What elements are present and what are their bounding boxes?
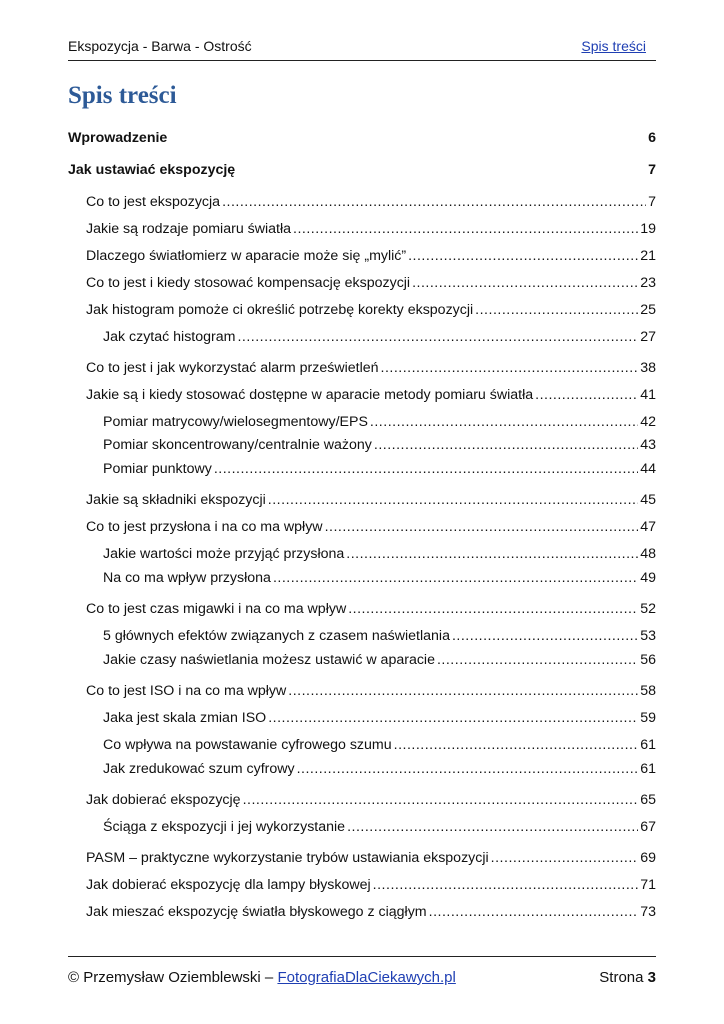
toc-entry-title: Jaka jest skala zmian ISO [103,710,267,726]
toc-entry[interactable] [68,128,656,148]
toc-entry-title: Co to jest przysłona i na co ma wpływ [86,519,323,535]
toc-entry[interactable] [86,490,656,510]
toc-entry[interactable] [86,902,656,922]
toc-dot-leader [222,192,646,212]
toc-dot-leader [297,759,639,779]
toc-entry[interactable] [68,160,656,180]
toc-entry[interactable] [103,568,656,588]
toc-entry[interactable] [86,848,656,868]
toc-entry-title: Na co ma wpływ przysłona [103,570,271,586]
header-toc-link[interactable]: Spis treści [581,38,646,54]
toc-entry-title: Jak czytać histogram [103,329,236,345]
toc-dot-leader [429,902,639,922]
footer-author [68,969,456,986]
toc-dot-leader [243,790,639,810]
toc-entry[interactable] [86,246,656,266]
toc-entry-title: Jak dobierać ekspozycję dla lampy błyskowej [86,877,371,893]
toc-entry-page: 38 [640,360,656,376]
toc-entry[interactable] [103,735,656,755]
toc-entry[interactable] [103,459,656,479]
toc-entry-title: Dlaczego światłomierz w aparacie może się „mylić” [86,248,407,264]
toc-entry-page: 6 [648,130,656,146]
toc-entry[interactable] [103,759,656,779]
toc-entry-title: Co to jest ekspozycja [86,194,221,210]
toc-dot-leader [437,650,638,670]
toc-dot-leader [214,459,638,479]
toc-entry-page: 69 [640,850,656,866]
toc-entry[interactable] [86,219,656,239]
toc-entry-page: 73 [640,904,656,920]
toc-entry-page: 7 [648,194,656,210]
toc-entry-title: Pomiar skoncentrowany/centralnie ważony [103,437,372,453]
toc-entry[interactable] [86,192,656,212]
toc-entry-page: 52 [640,601,656,617]
toc-entry-title: Jakie wartości może przyjąć przysłona [103,546,345,562]
footer-website-link[interactable]: FotografiaDlaCiekawych.pl [277,969,456,986]
toc-entry[interactable] [103,544,656,564]
toc-entry-page: 44 [640,461,656,477]
toc-dot-leader [346,544,638,564]
toc-entry-page: 59 [640,710,656,726]
page-title: Spis treści [68,82,177,109]
toc-dot-leader [268,708,638,728]
toc-dot-leader [491,848,639,868]
toc-entry-title: Jak ustawiać ekspozycję [68,162,236,178]
toc-entry-page: 71 [640,877,656,893]
toc-entry-title: Pomiar punktowy [103,461,212,477]
toc-entry-page: 61 [640,761,656,777]
toc-entry-title: Jak histogram pomoże ci określić potrzebę korekty ekspozycji [86,302,474,318]
toc-dot-leader [475,300,638,320]
toc-entry[interactable] [86,358,656,378]
toc-entry-page: 58 [640,683,656,699]
toc-entry[interactable] [103,708,656,728]
toc-dot-leader [348,599,638,619]
toc-dot-leader [373,875,639,895]
toc-dot-leader [325,517,639,537]
toc-entry[interactable] [103,650,656,670]
toc-dot-leader [237,327,638,347]
toc-entry-title: Co wpływa na powstawanie cyfrowego szumu [103,737,392,753]
footer-author-name: © Przemysław Oziemblewski – [68,969,274,986]
toc-dot-leader [452,626,638,646]
toc-entry-page: 7 [648,162,656,178]
toc-entry-title: Ściąga z ekspozycji i jej wykorzystanie [103,819,346,835]
toc-dot-leader [394,735,639,755]
toc-dot-leader [288,681,638,701]
toc-entry-page: 48 [640,546,656,562]
footer-page-label: Strona [599,969,644,986]
toc-dot-leader [374,435,638,455]
toc-entry[interactable] [86,273,656,293]
toc-dot-leader [381,358,639,378]
toc-entry-page: 56 [640,652,656,668]
toc-entry[interactable] [103,327,656,347]
toc-entry-title: Jakie są składniki ekspozycji [86,492,266,508]
toc-entry-page: 47 [640,519,656,535]
toc-entry[interactable] [103,817,656,837]
toc-entry-title: PASM – praktyczne wykorzystanie trybów ustawiania ekspozycji [86,850,489,866]
toc-entry-title: Co to jest ISO i na co ma wpływ [86,683,287,699]
toc-entry-title: Jak mieszać ekspozycję światła błyskowego z ciągłym [86,904,427,920]
toc-entry-page: 19 [640,221,656,237]
toc-entry[interactable] [86,875,656,895]
toc-entry[interactable] [103,435,656,455]
page-header [68,36,656,61]
toc-entry-page: 27 [640,329,656,345]
toc-entry[interactable] [86,790,656,810]
toc-dot-leader [347,817,638,837]
toc-dot-leader [293,219,638,239]
toc-dot-leader [370,412,638,432]
toc-entry-page: 21 [640,248,656,264]
toc-entry[interactable] [86,599,656,619]
header-document-title: Ekspozycja - Barwa - Ostrość [68,38,252,54]
toc-entry-page: 45 [640,492,656,508]
toc-entry[interactable] [86,517,656,537]
toc-entry-title: Co to jest i kiedy stosować kompensację ekspozycji [86,275,411,291]
toc-entry-title: Jakie są i kiedy stosować dostępne w aparacie metody pomiaru światła [86,387,534,403]
toc-dot-leader [268,490,638,510]
toc-entry-page: 65 [640,792,656,808]
toc-entry-page: 42 [640,414,656,430]
toc-entry-title: Pomiar matrycowy/wielosegmentowy/EPS [103,414,368,430]
toc-entry-page: 41 [640,387,656,403]
toc-entry-title: Jakie są rodzaje pomiaru światła [86,221,292,237]
page-footer [68,956,656,997]
toc-entry-title: Wprowadzenie [68,130,168,146]
toc-entry-page: 25 [640,302,656,318]
toc-entry-page: 43 [640,437,656,453]
toc-entry-title: Jak zredukować szum cyfrowy [103,761,295,777]
toc-entry-page: 53 [640,628,656,644]
toc-entry-title: Co to jest i jak wykorzystać alarm prześwietleń [86,360,379,376]
toc-entry-title: Co to jest czas migawki i na co ma wpływ [86,601,347,617]
footer-page-number [599,969,656,986]
toc-entry[interactable] [86,300,656,320]
toc-dot-leader [535,385,638,405]
toc-entry-page: 61 [640,737,656,753]
footer-page-value: 3 [647,969,656,986]
toc-entry[interactable] [86,385,656,405]
toc-dot-leader [273,568,638,588]
toc-entry-title: 5 głównych efektów związanych z czasem naświetlania [103,628,450,644]
toc-entry-title: Jakie czasy naświetlania możesz ustawić w aparacie [103,652,435,668]
toc-entry[interactable] [103,626,656,646]
toc-entry-page: 49 [640,570,656,586]
toc-entry[interactable] [103,412,656,432]
toc-entry-title: Jak dobierać ekspozycję [86,792,241,808]
toc-entry-page: 23 [640,275,656,291]
toc-dot-leader [412,273,638,293]
toc-dot-leader [408,246,638,266]
toc-entry-page: 67 [640,819,656,835]
toc-entry[interactable] [86,681,656,701]
